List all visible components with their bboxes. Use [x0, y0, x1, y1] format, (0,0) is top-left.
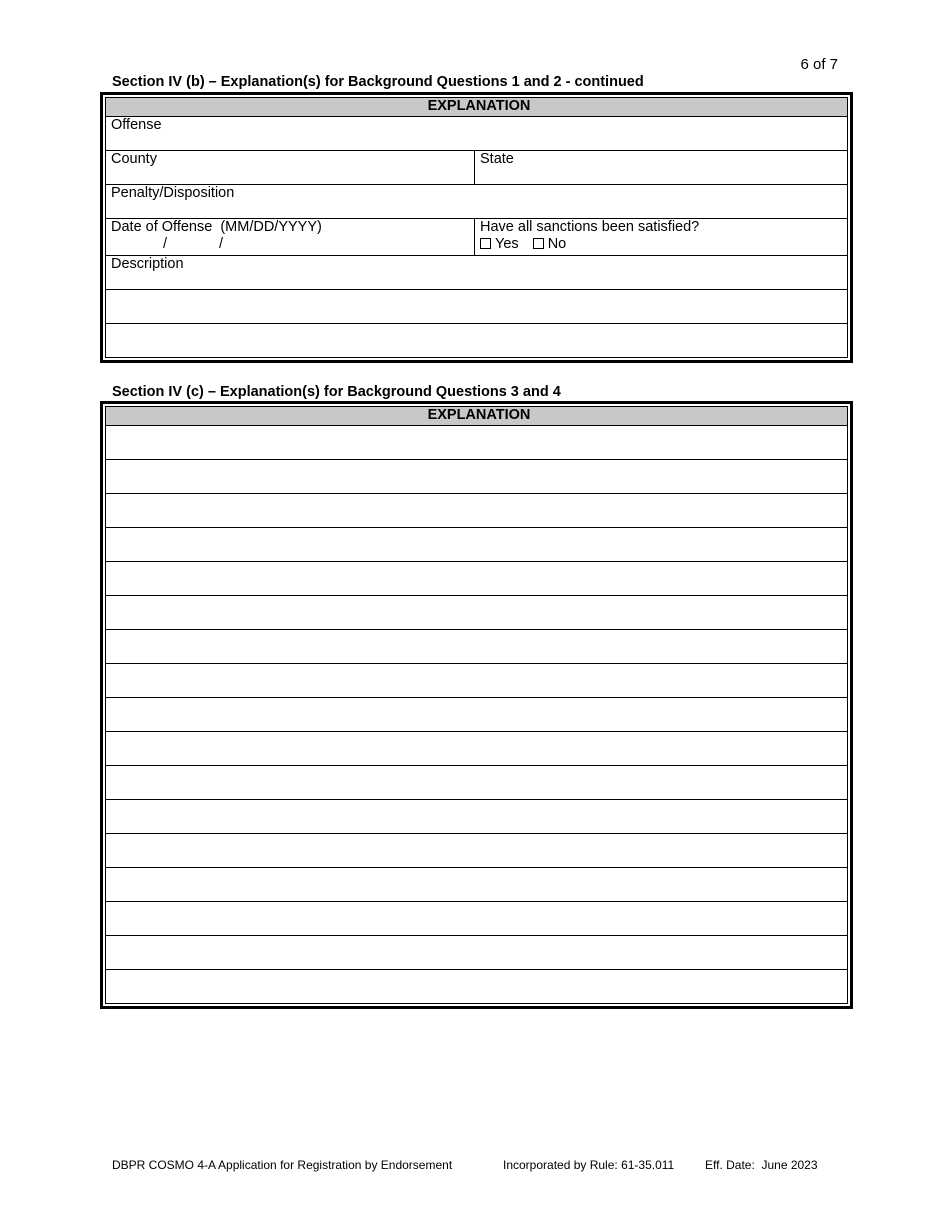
- explanation-line[interactable]: [106, 562, 848, 596]
- no-checkbox[interactable]: [533, 238, 544, 249]
- description-field[interactable]: [106, 256, 848, 290]
- explanation-line[interactable]: [106, 732, 848, 766]
- explanation-line[interactable]: [106, 834, 848, 868]
- county-label: County: [111, 151, 157, 167]
- footer-form-name: DBPR COSMO 4-A Application for Registration by Endorsement: [112, 1158, 453, 1172]
- explanation-line[interactable]: [106, 460, 848, 494]
- footer-eff-date: Eff. Date: June 2023: [705, 1158, 818, 1172]
- explanation-line[interactable]: [106, 698, 848, 732]
- date-slashes: / /: [163, 236, 224, 252]
- section-b-title: Section IV (b) – Explanation(s) for Background Questions 1 and 2 - continued: [112, 74, 644, 90]
- explanation-line[interactable]: [106, 596, 848, 630]
- footer-rule: Incorporated by Rule: 61-35.011: [503, 1158, 675, 1172]
- no-option[interactable]: [533, 236, 567, 252]
- explanation-line[interactable]: [106, 766, 848, 800]
- explanation-line[interactable]: [106, 936, 848, 970]
- explanation-line[interactable]: [106, 494, 848, 528]
- sanctions-field: [475, 219, 848, 256]
- section-b-header: EXPLANATION: [106, 98, 848, 117]
- description-label: Description: [111, 256, 184, 272]
- explanation-line[interactable]: [106, 630, 848, 664]
- date-of-offense-field[interactable]: [106, 219, 475, 256]
- no-label: No: [547, 236, 567, 252]
- date-of-offense-label: Date of Offense (MM/DD/YYYY): [111, 219, 322, 235]
- offense-field[interactable]: [106, 117, 848, 151]
- penalty-label: Penalty/Disposition: [111, 185, 235, 201]
- explanation-line[interactable]: [106, 970, 848, 1004]
- page-number: 6 of 7: [800, 56, 838, 73]
- description-line[interactable]: [106, 324, 848, 358]
- yes-label: Yes: [495, 236, 519, 252]
- yes-option[interactable]: [480, 236, 519, 252]
- section-b-form: [100, 92, 853, 363]
- explanation-line[interactable]: [106, 426, 848, 460]
- penalty-field[interactable]: [106, 185, 848, 219]
- explanation-line[interactable]: [106, 868, 848, 902]
- sanctions-label: Have all sanctions been satisfied?: [480, 219, 700, 235]
- section-c-form: [100, 401, 853, 1009]
- state-field[interactable]: [475, 151, 848, 185]
- description-line[interactable]: [106, 290, 848, 324]
- offense-label: Offense: [111, 117, 162, 133]
- section-c-header: EXPLANATION: [106, 407, 848, 426]
- explanation-line[interactable]: [106, 528, 848, 562]
- county-field[interactable]: [106, 151, 475, 185]
- explanation-line[interactable]: [106, 902, 848, 936]
- explanation-line[interactable]: [106, 800, 848, 834]
- explanation-line[interactable]: [106, 664, 848, 698]
- section-c-title: Section IV (c) – Explanation(s) for Background Questions 3 and 4: [112, 384, 561, 400]
- yes-checkbox[interactable]: [480, 238, 491, 249]
- state-label: State: [480, 151, 514, 167]
